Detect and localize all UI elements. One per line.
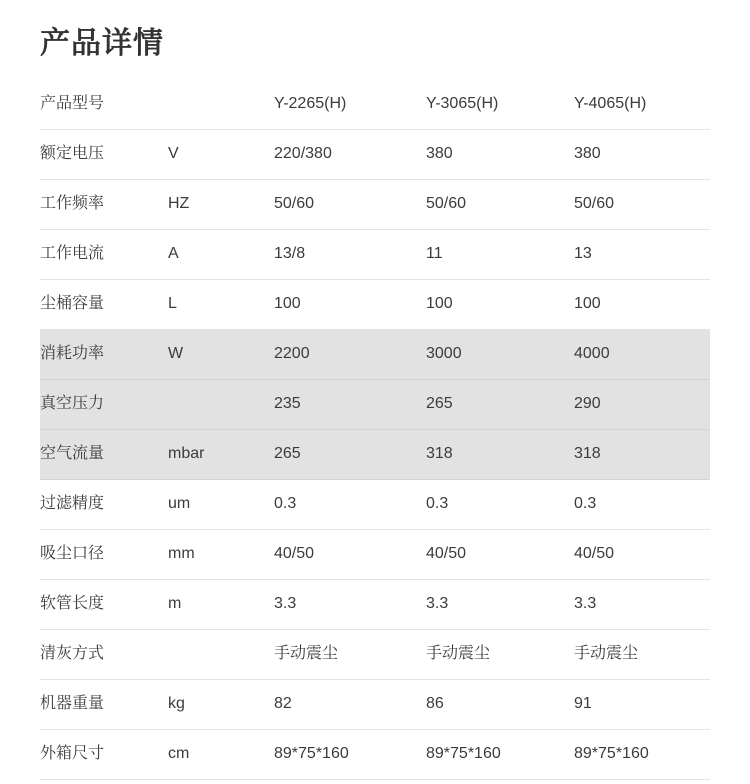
spec-value-cell-1-text: 82 — [274, 695, 292, 713]
spec-value-cell-2 — [426, 329, 574, 379]
spec-name-cell — [40, 529, 168, 579]
spec-name-cell — [40, 79, 168, 129]
spec-value-cell-2 — [426, 229, 574, 279]
spec-value-cell-1 — [274, 329, 426, 379]
spec-name-cell-text: 真空压力 — [40, 395, 105, 413]
spec-value-cell-2 — [426, 579, 574, 629]
specification-table-body — [40, 79, 710, 779]
spec-value-cell-3 — [574, 529, 710, 579]
table-row — [40, 629, 710, 679]
spec-value-cell-3-text: 318 — [574, 445, 601, 463]
spec-value-cell-3 — [574, 329, 710, 379]
specification-table — [40, 79, 710, 780]
spec-unit-cell — [168, 529, 274, 579]
spec-unit-cell — [168, 379, 274, 429]
spec-value-cell-3 — [574, 629, 710, 679]
spec-value-cell-3 — [574, 229, 710, 279]
spec-value-cell-3-text: 100 — [574, 295, 601, 313]
spec-value-cell-1 — [274, 529, 426, 579]
spec-value-cell-3 — [574, 179, 710, 229]
spec-unit-cell-text: cm — [168, 745, 190, 763]
spec-value-cell-3-text: 40/50 — [574, 545, 615, 563]
spec-value-cell-3-text: 89*75*160 — [574, 745, 649, 763]
spec-value-cell-2-text: 50/60 — [426, 195, 467, 213]
table-row — [40, 229, 710, 279]
page-title: 产品详情 — [40, 27, 164, 60]
spec-unit-cell — [168, 279, 274, 329]
spec-value-cell-2-text: 380 — [426, 145, 453, 163]
spec-value-cell-2-text: 11 — [426, 245, 443, 263]
table-row — [40, 129, 710, 179]
spec-value-cell-1 — [274, 679, 426, 729]
spec-name-cell-text: 机器重量 — [40, 695, 105, 713]
table-row — [40, 429, 710, 479]
spec-name-cell — [40, 329, 168, 379]
spec-value-cell-1-text: 13/8 — [274, 245, 306, 263]
table-row — [40, 329, 710, 379]
spec-name-cell-text: 吸尘口径 — [40, 545, 105, 563]
spec-value-cell-1-text: 220/380 — [274, 145, 332, 163]
spec-unit-cell — [168, 79, 274, 129]
spec-value-cell-2-text: Y-3065(H) — [426, 95, 499, 113]
spec-name-cell-text: 产品型号 — [40, 95, 105, 113]
spec-value-cell-2-text: 265 — [426, 395, 453, 413]
spec-value-cell-2 — [426, 429, 574, 479]
spec-unit-cell — [168, 629, 274, 679]
spec-value-cell-1-text: Y-2265(H) — [274, 95, 347, 113]
spec-value-cell-3-text: 91 — [574, 695, 592, 713]
spec-unit-cell-text: mm — [168, 545, 195, 563]
spec-unit-cell — [168, 329, 274, 379]
spec-name-cell-text: 外箱尺寸 — [40, 745, 105, 763]
spec-value-cell-3 — [574, 729, 710, 779]
spec-value-cell-2 — [426, 129, 574, 179]
spec-value-cell-2-text: 3.3 — [426, 595, 449, 613]
spec-value-cell-1-text: 235 — [274, 395, 301, 413]
spec-value-cell-1 — [274, 129, 426, 179]
table-row — [40, 679, 710, 729]
table-row — [40, 379, 710, 429]
spec-value-cell-1-text: 0.3 — [274, 495, 297, 513]
spec-name-cell — [40, 729, 168, 779]
spec-unit-cell-text: kg — [168, 695, 185, 713]
spec-name-cell-text: 额定电压 — [40, 145, 105, 163]
spec-name-cell — [40, 629, 168, 679]
spec-value-cell-2 — [426, 179, 574, 229]
spec-value-cell-3-text: 13 — [574, 245, 592, 263]
table-row — [40, 179, 710, 229]
spec-value-cell-1 — [274, 179, 426, 229]
spec-name-cell-text: 工作电流 — [40, 245, 105, 263]
spec-value-cell-2 — [426, 729, 574, 779]
spec-value-cell-2 — [426, 479, 574, 529]
spec-value-cell-1-text: 89*75*160 — [274, 745, 349, 763]
spec-value-cell-2-text: 手动震尘 — [426, 645, 491, 663]
spec-name-cell-text: 消耗功率 — [40, 345, 105, 363]
spec-value-cell-3 — [574, 579, 710, 629]
spec-value-cell-2 — [426, 379, 574, 429]
spec-value-cell-3-text: 3.3 — [574, 595, 597, 613]
spec-value-cell-2 — [426, 529, 574, 579]
spec-value-cell-3 — [574, 429, 710, 479]
spec-value-cell-1 — [274, 479, 426, 529]
spec-value-cell-3-text: 0.3 — [574, 495, 597, 513]
spec-name-cell — [40, 579, 168, 629]
spec-value-cell-1 — [274, 629, 426, 679]
spec-value-cell-3 — [574, 79, 710, 129]
spec-name-cell-text: 空气流量 — [40, 445, 105, 463]
spec-value-cell-3 — [574, 479, 710, 529]
spec-name-cell — [40, 429, 168, 479]
spec-name-cell-text: 软管长度 — [40, 595, 105, 613]
spec-value-cell-1 — [274, 79, 426, 129]
spec-value-cell-2-text: 3000 — [426, 345, 462, 363]
spec-value-cell-1 — [274, 579, 426, 629]
spec-value-cell-3-text: 手动震尘 — [574, 645, 639, 663]
table-row — [40, 579, 710, 629]
spec-value-cell-2 — [426, 279, 574, 329]
spec-value-cell-3 — [574, 679, 710, 729]
spec-value-cell-3 — [574, 379, 710, 429]
table-row — [40, 79, 710, 129]
spec-unit-cell — [168, 479, 274, 529]
spec-unit-cell-text: m — [168, 595, 182, 613]
spec-name-cell-text: 清灰方式 — [40, 645, 105, 663]
spec-unit-cell-text: L — [168, 295, 177, 313]
table-row — [40, 529, 710, 579]
spec-unit-cell-text: mbar — [168, 445, 205, 463]
spec-unit-cell — [168, 129, 274, 179]
spec-value-cell-3-text: 290 — [574, 395, 601, 413]
spec-unit-cell — [168, 679, 274, 729]
spec-name-cell-text: 工作频率 — [40, 195, 105, 213]
spec-value-cell-2-text: 86 — [426, 695, 444, 713]
spec-value-cell-3-text: 4000 — [574, 345, 610, 363]
spec-unit-cell — [168, 729, 274, 779]
spec-value-cell-1 — [274, 279, 426, 329]
spec-unit-cell-text: HZ — [168, 195, 190, 213]
spec-value-cell-1-text: 手动震尘 — [274, 645, 339, 663]
spec-value-cell-2-text: 89*75*160 — [426, 745, 501, 763]
spec-value-cell-1 — [274, 429, 426, 479]
spec-value-cell-1-text: 50/60 — [274, 195, 315, 213]
spec-name-cell — [40, 179, 168, 229]
spec-unit-cell — [168, 229, 274, 279]
spec-unit-cell-text: um — [168, 495, 191, 513]
spec-name-cell — [40, 479, 168, 529]
spec-unit-cell — [168, 579, 274, 629]
spec-name-cell — [40, 379, 168, 429]
spec-unit-cell-text: A — [168, 245, 179, 263]
table-row — [40, 479, 710, 529]
spec-name-cell — [40, 679, 168, 729]
spec-value-cell-3 — [574, 129, 710, 179]
spec-value-cell-2-text: 0.3 — [426, 495, 449, 513]
spec-value-cell-1 — [274, 729, 426, 779]
spec-name-cell-text: 过滤精度 — [40, 495, 105, 513]
spec-name-cell — [40, 129, 168, 179]
spec-name-cell-text: 尘桶容量 — [40, 295, 105, 313]
spec-value-cell-2 — [426, 679, 574, 729]
spec-value-cell-1-text: 3.3 — [274, 595, 297, 613]
spec-name-cell — [40, 229, 168, 279]
spec-unit-cell-text: V — [168, 145, 179, 163]
spec-value-cell-1 — [274, 379, 426, 429]
spec-value-cell-2 — [426, 629, 574, 679]
spec-value-cell-1 — [274, 229, 426, 279]
spec-value-cell-2-text: 318 — [426, 445, 453, 463]
table-row — [40, 279, 710, 329]
spec-value-cell-3-text: Y-4065(H) — [574, 95, 647, 113]
spec-value-cell-3 — [574, 279, 710, 329]
spec-value-cell-2-text: 100 — [426, 295, 453, 313]
spec-value-cell-3-text: 50/60 — [574, 195, 615, 213]
spec-value-cell-2-text: 40/50 — [426, 545, 467, 563]
spec-value-cell-1-text: 2200 — [274, 345, 310, 363]
spec-value-cell-3-text: 380 — [574, 145, 601, 163]
spec-unit-cell — [168, 429, 274, 479]
spec-unit-cell-text: W — [168, 345, 184, 363]
spec-name-cell — [40, 279, 168, 329]
table-row — [40, 729, 710, 779]
spec-value-cell-2 — [426, 79, 574, 129]
spec-value-cell-1-text: 40/50 — [274, 545, 315, 563]
spec-unit-cell — [168, 179, 274, 229]
spec-value-cell-1-text: 265 — [274, 445, 301, 463]
spec-value-cell-1-text: 100 — [274, 295, 301, 313]
